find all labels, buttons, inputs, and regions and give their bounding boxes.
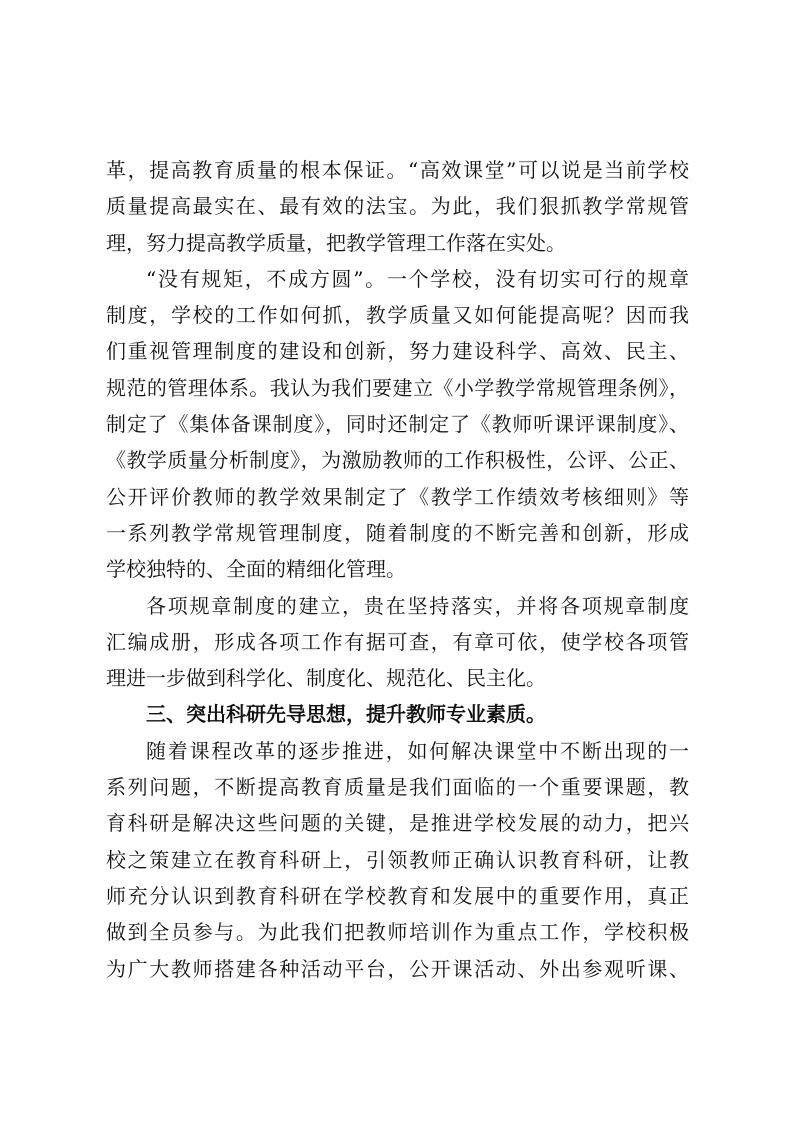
text-line: 为广大教师搭建各种活动平台，公开课活动、外出参观听课、 — [106, 956, 689, 981]
text-line: 校之策建立在教育科研上，引领教师正确认识教育科研，让教 — [106, 847, 689, 872]
text-line: 规范的管理体系。我认为我们要建立《小学教学常规管理条例》， — [106, 375, 689, 400]
section-heading: 三、突出科研先导思想，提升教师专业素质。 — [146, 702, 546, 727]
text-line: 做到全员参与。为此我们把教师培训作为重点工作，学校积极 — [106, 920, 689, 945]
text-line: 质量提高最实在、最有效的法宝。为此，我们狠抓教学常规管 — [106, 194, 689, 219]
text-line: 学校独特的、全面的精细化管理。 — [106, 557, 406, 582]
text-line: 随着课程改革的逐步推进，如何解决课堂中不断出现的一 — [146, 738, 689, 763]
document-body — [106, 152, 689, 987]
text-line: 汇编成册，形成各项工作有据可查，有章可依，使学校各项管 — [106, 629, 689, 654]
text-line: 公开评价教师的教学效果制定了《教学工作绩效考核细则》等 — [106, 484, 689, 509]
text-line: 革，提高教育质量的根本保证。“高效课堂”可以说是当前学校 — [106, 158, 689, 182]
text-line: 《教学质量分析制度》，为激励教师的工作积极性，公评、公正、 — [106, 448, 689, 473]
text-line: 师充分认识到教育科研在学校教育和发展中的重要作用，真正 — [106, 883, 689, 908]
text-line: 制度，学校的工作如何抓，教学质量又如何能提高呢？因而我 — [106, 303, 689, 328]
text-line: 理进一步做到科学化、制度化、规范化、民主化。 — [106, 666, 546, 691]
text-line: 各项规章制度的建立，贵在坚持落实，并将各项规章制度 — [146, 593, 689, 618]
text-line: 育科研是解决这些问题的关键，是推进学校发展的动力，把兴 — [106, 811, 689, 836]
text-line: “没有规矩，不成方圆”。一个学校，没有切实可行的规章 — [146, 266, 689, 291]
text-line: 系列问题，不断提高教育质量是我们面临的一个重要课题，教 — [106, 775, 689, 800]
text-line: 理，努力提高教学质量，把教学管理工作落在实处。 — [106, 230, 566, 255]
text-line: 制定了《集体备课制度》，同时还制定了《教师听课评课制度》、 — [106, 412, 689, 437]
text-line: 一系列教学常规管理制度，随着制度的不断完善和创新，形成 — [106, 520, 689, 545]
text-line: 们重视管理制度的建设和创新，努力建设科学、高效、民主、 — [106, 339, 689, 364]
